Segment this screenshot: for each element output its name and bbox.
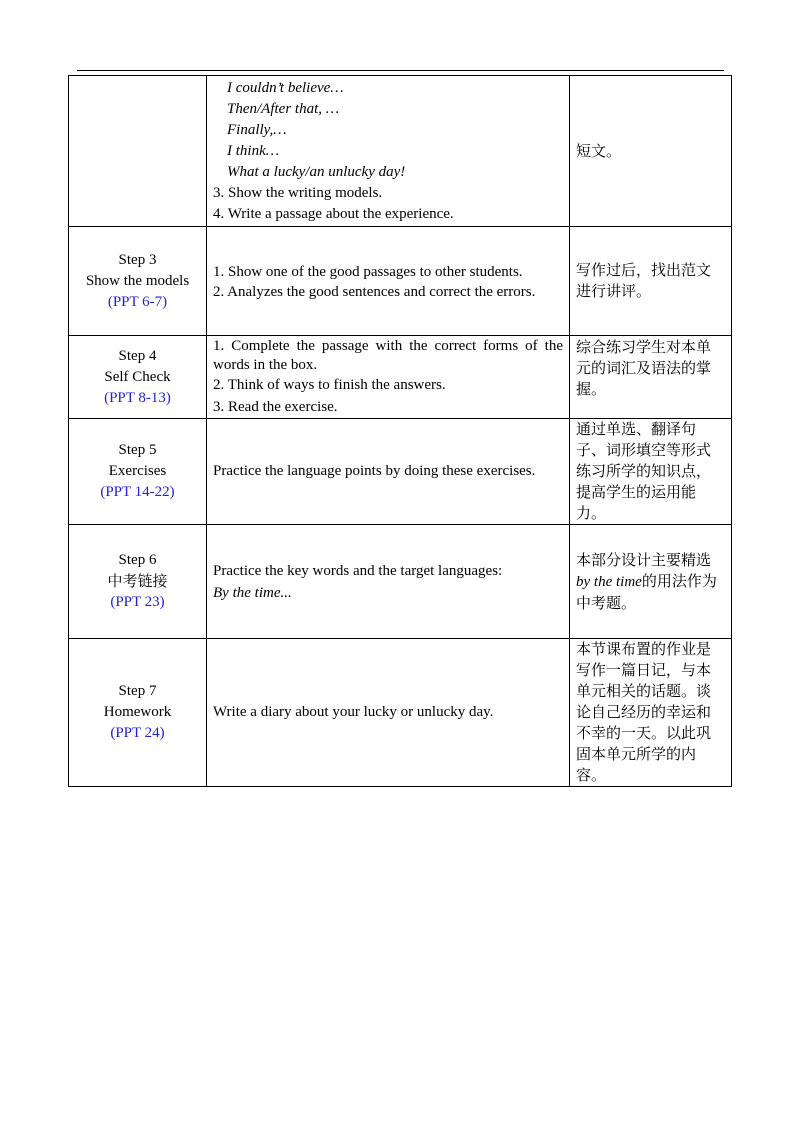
activity-line: Practice the language points by doing these exercises. [213,463,536,479]
table-row [69,76,732,227]
table-row [69,336,732,419]
step-cell [69,227,207,336]
note-cell: 本节课布置的作业是写作一篇日记，与本单元相关的话题。谈论自己经历的幸运和不幸的一天。以此巩固本单元所学的内容。 [570,639,732,787]
activities-cell [207,227,570,336]
step-name: Show the models [85,272,190,289]
lesson-plan-table [68,75,732,787]
note-text: 的用法作为中考题。 [576,571,717,612]
table-row [69,525,732,639]
activity-line: What a lucky/an unlucky day! [227,163,406,180]
table-row [69,419,732,525]
activity-line: Write a diary about your lucky or unlucky day. [213,704,494,720]
step-name: 中考链接 [107,572,168,590]
note-text: 本部分设计主要精选 [576,550,712,569]
step-name: Exercises [108,463,167,479]
activity-line: 3. Read the exercise. [213,398,338,415]
note-cell: 通过单选、翻译句子、词形填空等形式练习所学的知识点，提高学生的运用能力。 [570,419,732,525]
activity-line-italic: By the time... [213,584,292,601]
activity-line: I couldn’t believe… [227,79,344,96]
activity-line: Finally,… [227,121,287,138]
activity-line: Practice the key words and the target languages: [213,562,503,579]
ppt-reference: (PPT 24) [110,725,165,741]
table-row [69,227,732,336]
activity-line: 4. Write a passage about the experience. [213,205,454,222]
ppt-reference: (PPT 14-22) [100,484,175,500]
activity-line: Then/After that, … [227,100,340,117]
step-title: Step 7 [118,683,157,699]
note-emphasis: by the time [576,573,642,590]
step-cell [69,639,207,787]
step-cell [69,525,207,639]
activity-line: 2. Think of ways to finish the answers. [213,376,446,393]
step-title: Step 5 [118,442,157,458]
activity-line: 1. Complete the passage with the correct forms of the words in the box. [213,337,563,373]
note-cell: 综合练习学生对本单元的词汇及语法的掌握。 [570,336,732,419]
header-rule [77,70,724,71]
ppt-reference: (PPT 23) [110,594,165,610]
step-name: Self Check [104,368,171,385]
activity-line: I think… [227,142,280,159]
step-title: Step 6 [118,552,157,568]
step-title: Step 4 [118,347,157,364]
ppt-reference: (PPT 6-7) [107,293,168,310]
step-cell [69,336,207,419]
step-cell-empty [69,76,207,227]
activities-cell [207,76,570,227]
ppt-reference: (PPT 8-13) [104,389,171,406]
step-title: Step 3 [118,251,157,268]
activities-cell [207,525,570,639]
note-cell: 短文。 [570,76,732,227]
note-cell [570,525,732,639]
activity-line: 1. Show one of the good passages to other students. [213,263,523,280]
activities-cell [207,336,570,419]
note-cell: 写作过后，找出范文进行讲评。 [570,227,732,336]
step-cell [69,419,207,525]
step-name: Homework [103,704,172,720]
table-row [69,639,732,787]
activities-cell [207,639,570,787]
activity-line: 2. Analyzes the good sentences and correct the errors. [213,283,536,300]
activities-cell [207,419,570,525]
activity-line: 3. Show the writing models. [213,184,383,201]
